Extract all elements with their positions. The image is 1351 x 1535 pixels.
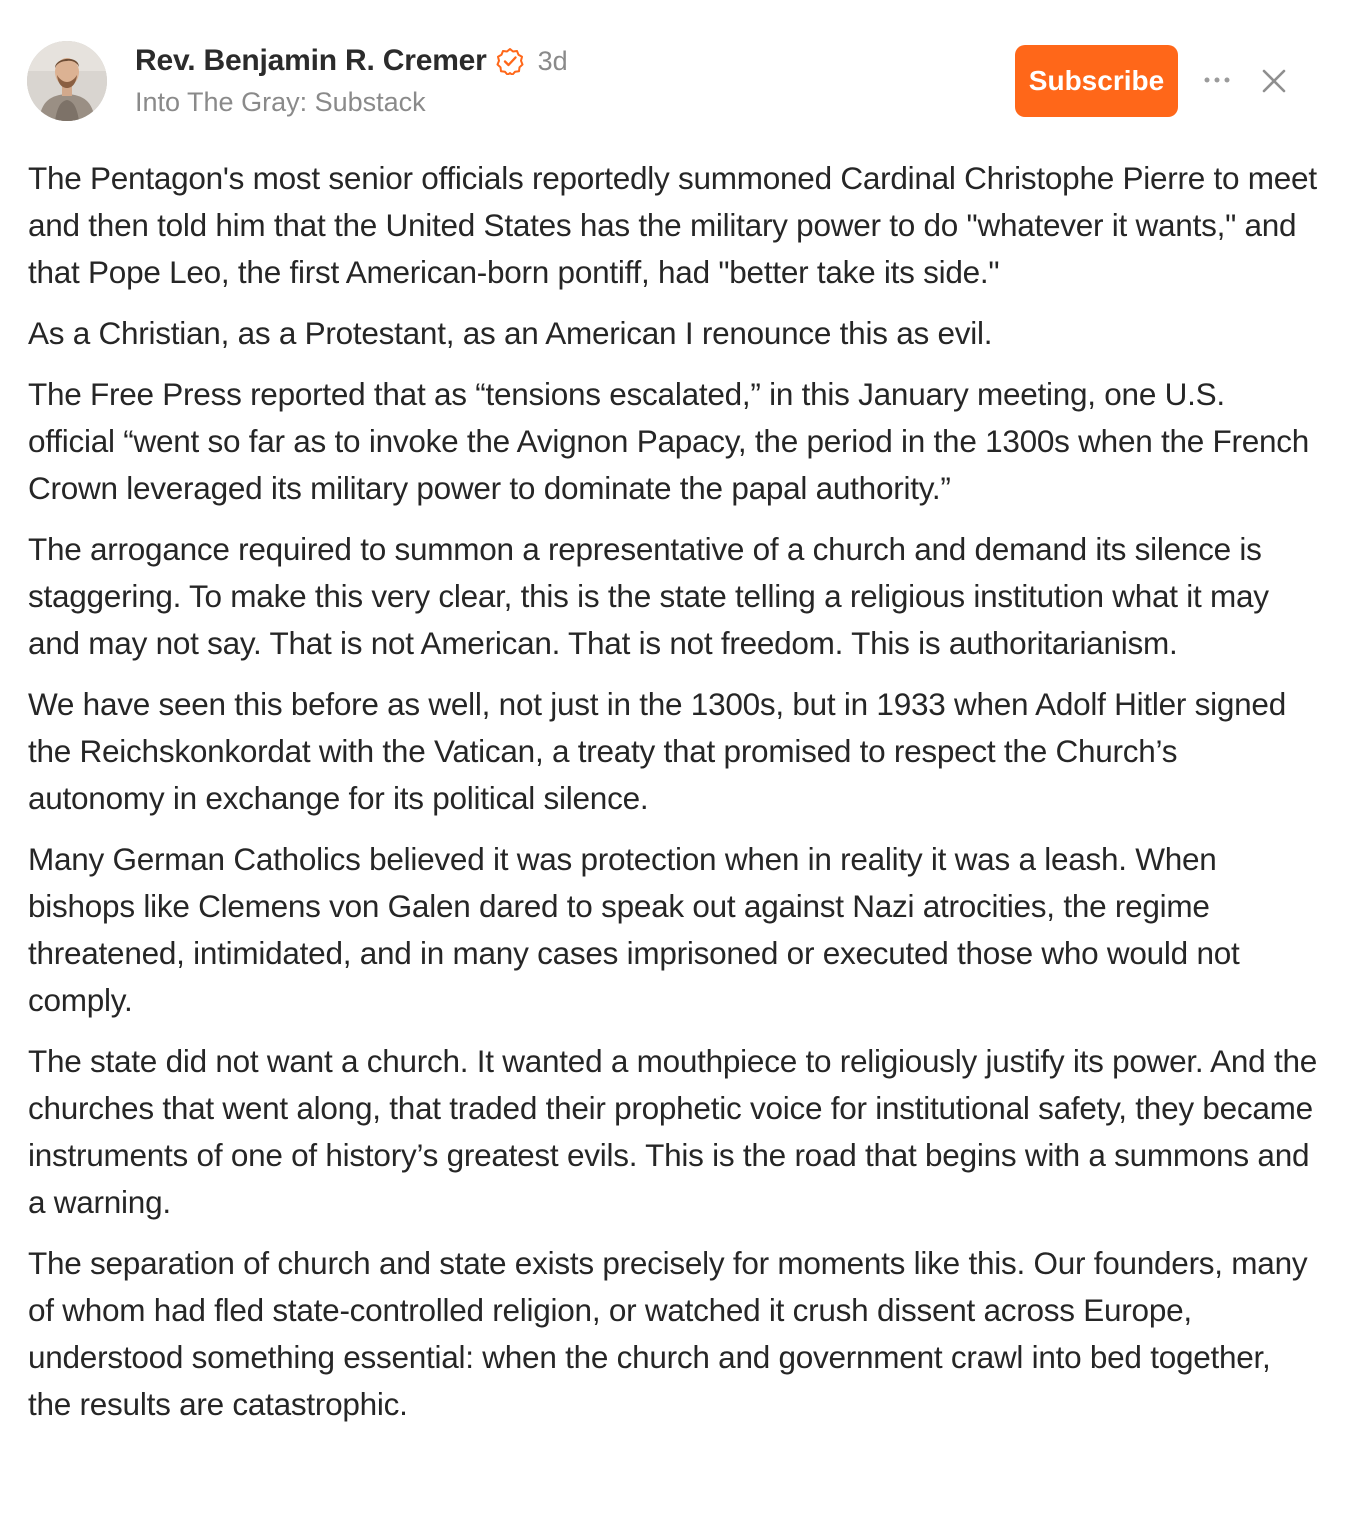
close-icon[interactable] xyxy=(1259,66,1289,96)
post-paragraph: Many German Catholics believed it was protection when in reality it was a leash. When bishops like Clemens von Galen dared to speak out against Nazi atrocities, the regime threatened, intimidated, and in many cases imprisoned or executed those who would not comply. xyxy=(28,841,1240,1018)
post-paragraph: As a Christian, as a Protestant, as an American I renounce this as evil. xyxy=(28,315,993,351)
post-paragraph: The Pentagon's most senior officials reportedly summoned Cardinal Christophe Pierre to meet and then told him that the United States has the military power to do "whatever it wants," and that Pope Leo, the first American-born pontiff, had "better take its side." xyxy=(28,160,1317,290)
author-avatar[interactable] xyxy=(27,41,107,121)
post-timestamp[interactable]: 3d xyxy=(537,45,568,76)
post-paragraph: The Free Press reported that as “tensions escalated,” in this January meeting, one U.S. official “went so far as to invoke the Avignon Papacy, the period in the 1300s when the French Crown leveraged its military power to dominate the papal authority.” xyxy=(28,376,1310,506)
post-paragraph: The arrogance required to summon a representative of a church and demand its silence is staggering. To make this very clear, this is the state telling a religious institution what it may and may not say. That is not American. That is not freedom. This is authoritarianism. xyxy=(28,531,1269,661)
post-paragraph: The separation of church and state exists precisely for moments like this. Our founders, many of whom had fled state-controlled religion, or watched it crush dissent across Europe, understood something essential: when the church and government crawl into bed together, the results are catastrophic. xyxy=(28,1245,1308,1422)
publication-name[interactable]: Into The Gray: Substack xyxy=(135,87,426,117)
author-block xyxy=(135,41,568,118)
subscribe-button[interactable]: Subscribe xyxy=(1015,45,1178,117)
post-paragraph: We have seen this before as well, not just in the 1300s, but in 1933 when Adolf Hitler signed the Reichskonkordat with the Vatican, a treaty that promised to respect the Church’s autonomy in exchange for its political silence. xyxy=(28,686,1286,816)
verified-check-icon xyxy=(496,47,524,75)
avatar-photo-icon xyxy=(27,41,107,121)
post-paragraph: The state did not want a church. It wanted a mouthpiece to religiously justify its power. And the churches that went along, that traded their prophetic voice for institutional safety, they became instruments of one of history’s greatest evils. This is the road that begins with a summons and a warning. xyxy=(28,1043,1317,1220)
author-line xyxy=(135,41,568,81)
post-body xyxy=(28,155,1318,1442)
author-name[interactable]: Rev. Benjamin R. Cremer xyxy=(135,44,487,77)
more-options-icon[interactable] xyxy=(1201,67,1233,93)
post-header xyxy=(27,41,1327,123)
